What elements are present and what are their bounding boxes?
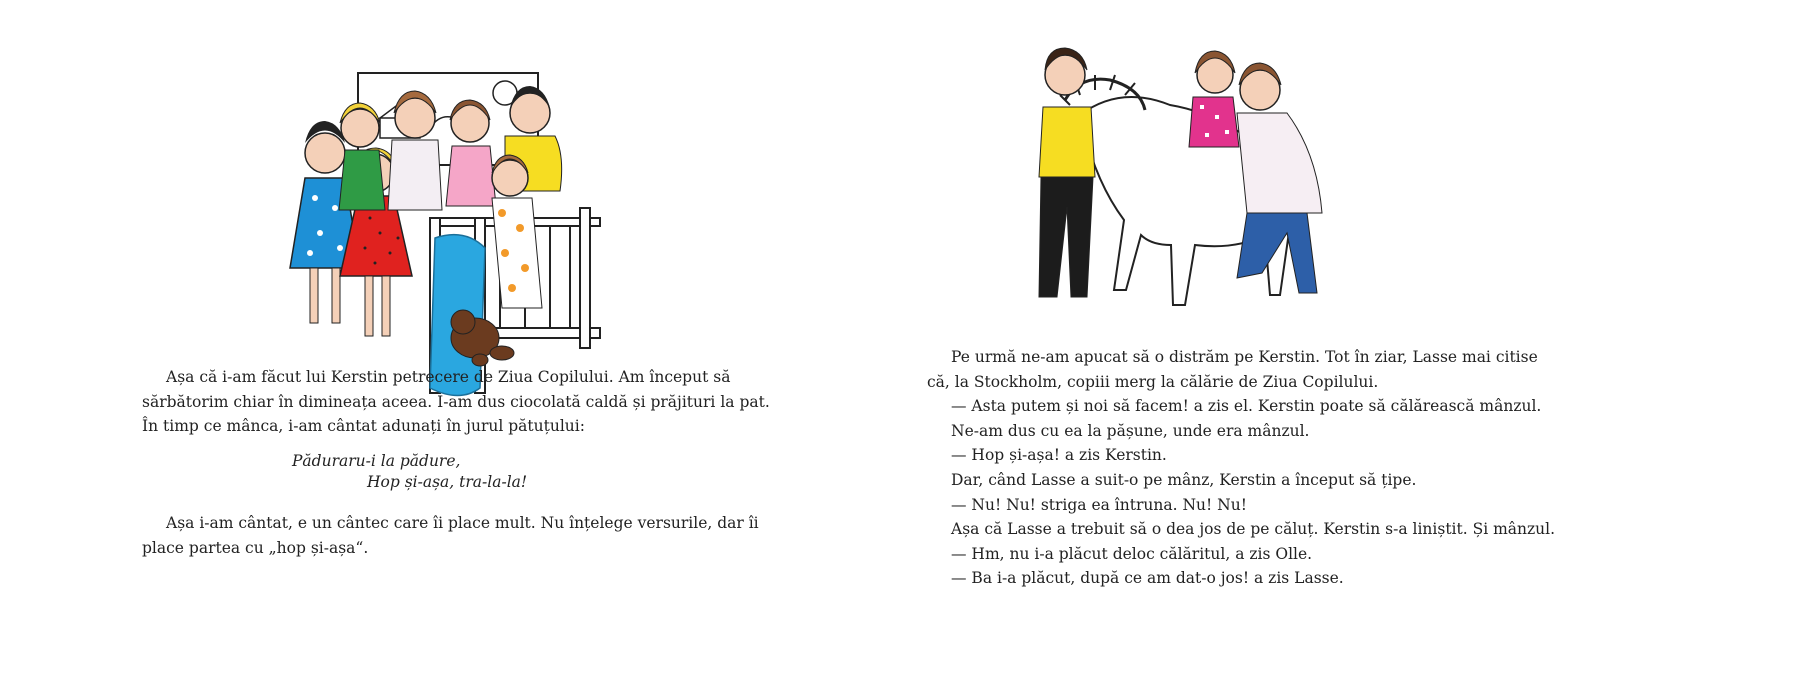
text-line: Ne-am dus cu ea la pășune, unde era mânzul. <box>951 421 1310 440</box>
text-line: — Hm, nu i-a plăcut deloc călăritul, a zis Olle. <box>951 544 1313 563</box>
text-line: — Hop și-așa! a zis Kerstin. <box>951 446 1167 465</box>
text-line: — Asta putem și noi să facem! a zis el. Kerstin poate să călărească mânzul. <box>951 397 1542 416</box>
text-line: Pe urmă ne-am apucat să o distrăm pe Kerstin. Tot în ziar, Lasse mai citise <box>951 348 1538 366</box>
poem-line-2 <box>367 470 527 495</box>
poem-text: Păduraru-i la pădure, <box>292 452 461 470</box>
children-around-crib-illustration <box>280 68 620 413</box>
text-line: — Ba i-a plăcut, după ce am dat-o jos! a zis Lasse. <box>951 569 1344 588</box>
left-paragraph-2 <box>142 511 782 560</box>
text-line: Așa că Lasse a trebuit să o dea jos de pe căluț. Kerstin s-a liniștit. Și mânzul. <box>951 520 1556 539</box>
text-line: sărbătorim chiar în dimineața aceea. I-am dus ciocolată caldă și prăjituri la pat. <box>142 392 770 411</box>
children-with-pony-illustration <box>1025 45 1335 335</box>
right-text <box>927 345 1787 591</box>
text-line: — Nu! Nu! striga ea întruna. Nu! Nu! <box>951 495 1247 514</box>
text-line: că, la Stockholm, copiii merg la călărie de Ziua Copilului. <box>927 372 1379 391</box>
text-line: Dar, când Lasse a suit-o pe mânz, Kerstin a început să țipe. <box>951 470 1417 489</box>
text-line: place partea cu „hop și-așa“. <box>142 538 369 557</box>
text-line: În timp ce mânca, i-am cântat adunați în jurul pătuțului: <box>142 417 585 436</box>
left-paragraph-1 <box>142 365 782 439</box>
poem-text: Hop și-așa, tra-la-la! <box>367 473 528 491</box>
text-line: Așa i-am cântat, e un cântec care îi place mult. Nu înțelege versurile, dar îi <box>166 514 759 532</box>
text-line: Așa că i-am făcut lui Kerstin petrecere de Ziua Copilului. Am început să <box>166 368 731 386</box>
right-page <box>905 0 1810 700</box>
